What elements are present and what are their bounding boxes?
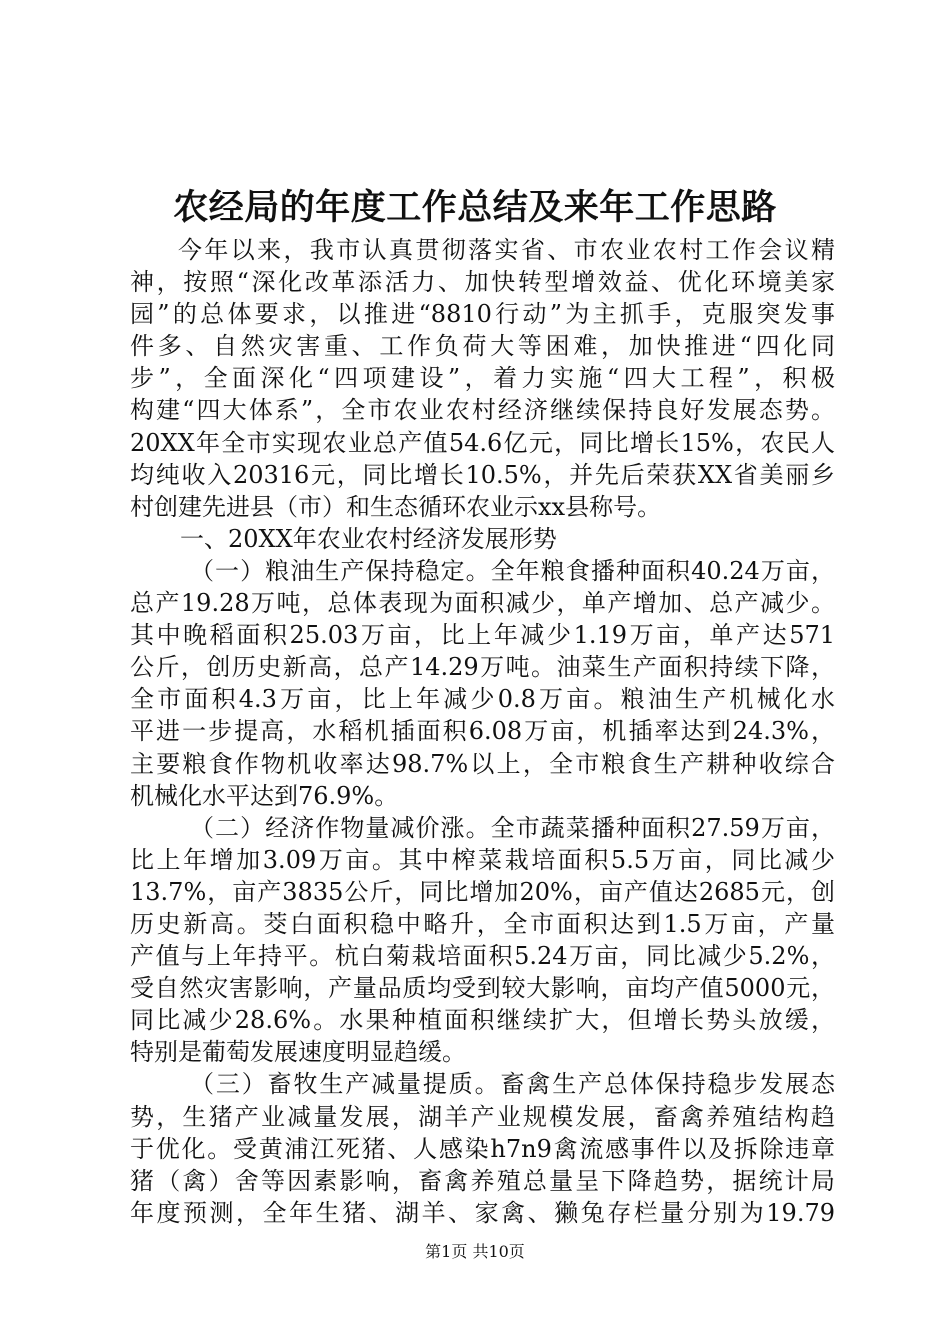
text-line: 年度预测，全年生猪、湖羊、家禽、獭兔存栏量分别为19.79 (130, 1198, 835, 1227)
text-line: 20XX年全市实现农业总产值54.6亿元，同比增长15%，农民人 (130, 428, 835, 457)
text-line: 受自然灾害影响，产量品质均受到较大影响，亩均产值5000元， (130, 974, 835, 1003)
text-line: （一）粮油生产保持稳定。全年粮食播种面积40.24万亩， (190, 556, 835, 585)
text-line: 今年以来，我市认真贯彻落实省、市农业农村工作会议精 (178, 236, 835, 264)
text-line: 步”，全面深化“四项建设”，着力实施“四大工程”，积极 (130, 364, 835, 393)
text-line: 全市面积4.3万亩，比上年减少0.8万亩。粮油生产机械化水 (130, 685, 835, 714)
text-line: 机械化水平达到76.9%。 (130, 781, 399, 810)
page-footer: 第1页 共10页 (425, 1242, 525, 1261)
text-line: 猪（禽）舍等因素影响，畜禽养殖总量呈下降趋势，据统计局 (130, 1166, 835, 1195)
text-line: 其中晚稻面积25.03万亩，比上年减少1.19万亩，单产达571 (130, 621, 835, 650)
text-line: （三）畜牧生产减量提质。畜禽生产总体保持稳步发展态 (190, 1070, 835, 1099)
text-line: 产值与上年持平。杭白菊栽培面积5.24万亩，同比减少5.2%， (130, 942, 835, 971)
text-line: 村创建先进县（市）和生态循环农业示xx县称号。 (130, 492, 662, 521)
text-line: 均纯收入20316元，同比增长10.5%，并先后荣获XX省美丽乡 (130, 460, 835, 489)
text-line: 总产19.28万吨，总体表现为面积减少，单产增加、总产减少。 (130, 589, 835, 618)
text-line: 历史新高。茭白面积稳中略升，全市面积达到1.5万亩，产量 (130, 909, 835, 938)
section-heading: 一、20XX年农业农村经济发展形势 (180, 524, 557, 553)
text-line: 同比减少28.6%。水果种植面积继续扩大，但增长势头放缓， (130, 1006, 835, 1035)
text-line: （二）经济作物量减价涨。全市蔬菜播种面积27.59万亩， (190, 813, 835, 842)
text-line: 神，按照“深化改革添活力、加快转型增效益、优化环境美家 (130, 268, 835, 297)
text-line: 势，生猪产业减量发展，湖羊产业规模发展，畜禽养殖结构趋 (130, 1102, 835, 1131)
text-line: 构建“四大体系”，全市农业农村经济继续保持良好发展态势。 (130, 396, 835, 425)
text-line: 公斤，创历史新高，总产14.29万吨。油菜生产面积持续下降， (130, 653, 835, 682)
text-line: 主要粮食作物机收率达98.7%以上，全市粮食生产耕种收综合 (130, 749, 835, 778)
document-title: 农经局的年度工作总结及来年工作思路 (173, 188, 777, 228)
text-line: 特别是葡萄发展速度明显趋缓。 (130, 1038, 466, 1067)
text-line: 比上年增加3.09万亩。其中榨菜栽培面积5.5万亩，同比减少 (130, 845, 835, 874)
text-line: 件多、自然灾害重、工作负荷大等困难，加快推进“四化同 (130, 332, 835, 361)
text-line: 于优化。受黄浦江死猪、人感染h7n9禽流感事件以及拆除违章 (130, 1134, 835, 1163)
document-body (130, 234, 835, 1229)
text-line: 13.7%，亩产3835公斤，同比增加20%，亩产值达2685元，创 (130, 877, 835, 906)
text-line: 平进一步提高，水稻机插面积6.08万亩，机插率达到24.3%， (130, 717, 835, 746)
text-line: 园”的总体要求，以推进“8810行动”为主抓手，克服突发事 (130, 300, 835, 329)
